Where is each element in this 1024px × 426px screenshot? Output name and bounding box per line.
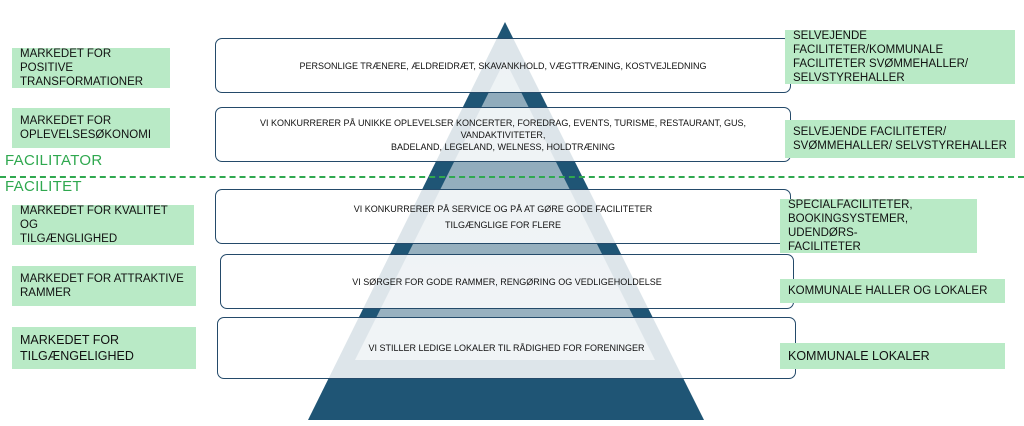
- pyramid-level-4: VI SØRGER FOR GODE RAMMER, RENGØRING OG VEDLIGEHOLDELSE: [220, 254, 794, 309]
- pyramid-level-5: VI STILLER LEDIGE LOKALER TIL RÅDIGHED FOR FORENINGER: [217, 317, 796, 379]
- zone-label-facilitator: FACILITATOR: [5, 152, 103, 169]
- pyramid-level-3: VI KONKURRERER PÅ SERVICE OG PÅ AT GØRE GODE FACILITETER TILGÆNGLIGE FOR FLERE: [215, 189, 791, 244]
- pyramid-level-1: PERSONLIGE TRÆNERE, ÆLDREIDRÆT, SKAVANKHOLD, VÆGTTRÆNING, KOSTVEJLEDNING: [215, 38, 791, 93]
- zone-divider: [0, 176, 1024, 178]
- market-box-attraktive-rammer: MARKEDET FOR ATTRAKTIVE RAMMER: [12, 266, 196, 306]
- facility-box-level-3: SPECIALFACILITETER, BOOKINGSYSTEMER, UDENDØRS- FACILITETER: [780, 199, 977, 253]
- zone-label-facilitet: FACILITET: [5, 178, 82, 195]
- facility-box-level-1: SELVEJENDE FACILITETER/KOMMUNALE FACILITETER SVØMMEHALLER/ SELVSTYREHALLER: [785, 30, 1015, 84]
- facility-box-level-4: KOMMUNALE HALLER OG LOKALER: [780, 279, 1005, 303]
- facility-box-level-2: SELVEJENDE FACILITETER/ SVØMMEHALLER/ SELVSTYREHALLER: [785, 120, 1015, 158]
- facility-box-level-5: KOMMUNALE LOKALER: [780, 343, 1005, 369]
- market-box-oplevelsesokonomi: MARKEDET FOR OPLEVELSESØKONOMI: [12, 108, 170, 148]
- market-box-tilgaengelighed: MARKEDET FOR TILGÆNGELIGHED: [12, 327, 196, 369]
- market-box-positive-transformationer: MARKEDET FOR POSITIVE TRANSFORMATIONER: [12, 48, 170, 88]
- pyramid-level-2: VI KONKURRERER PÅ UNIKKE OPLEVELSER KONCERTER, FOREDRAG, EVENTS, TURISME, RESTAURANT, GUS, VANDAKTIVITETER, BADELAND, LEGELAND, WELNESS, HOLDTRÆNING: [215, 107, 791, 162]
- market-box-kvalitet-tilgaenglighed: MARKEDET FOR KVALITET OG TILGÆNGLIGHED: [12, 205, 194, 245]
